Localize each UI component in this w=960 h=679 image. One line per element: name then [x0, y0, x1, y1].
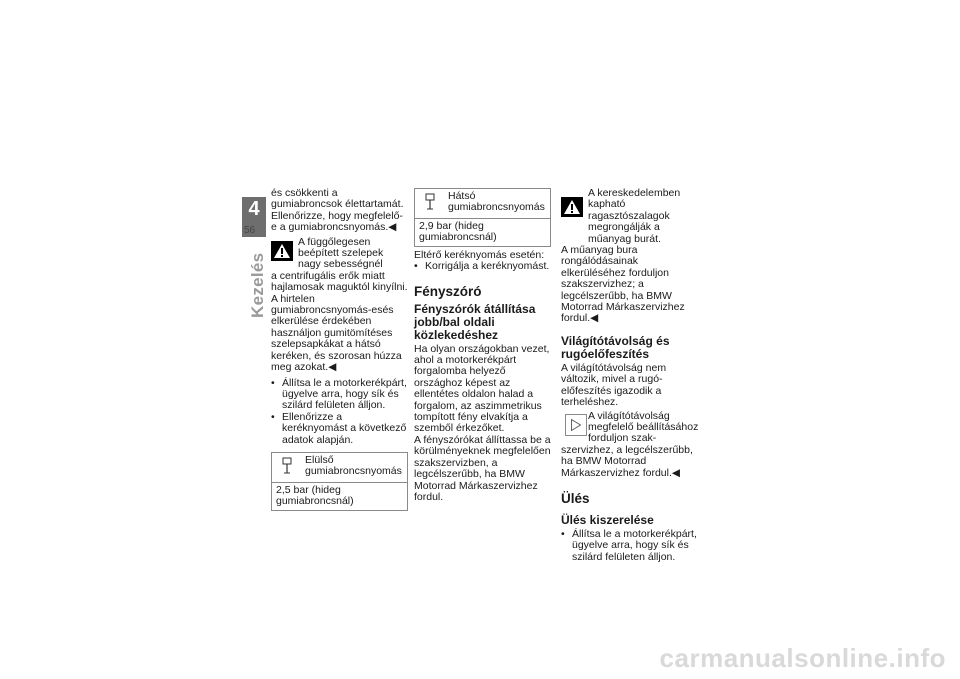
subheading-beam-range: Világítótávolság és rugóelőfeszítés [561, 333, 670, 361]
spec-box-rear [414, 188, 551, 247]
spec-header [272, 453, 407, 483]
spec-header [415, 189, 550, 219]
headlight-para-1: Ha olyan országokban vezet, ahol a motorkerékpárt forgalomba helyező országhoz képest az ellentétes oldalon halad a forgalom, az aszimmetrikus tompított fény elvakítja a szemből érkezőket. [414, 342, 550, 435]
column-1 [271, 188, 408, 511]
bullet-list [271, 378, 408, 446]
heading-seat: Ülés [561, 490, 590, 506]
note-lead: A világítótávolság megfelelő beállításához forduljon szak- [588, 409, 699, 445]
section-title: Kezelés [248, 252, 267, 318]
warning-icon [561, 197, 583, 217]
chapter-number: 4 [248, 198, 260, 220]
tire-pressure-icon [425, 193, 435, 213]
note-rest: szervizhez, a legcélszerűbb, ha BMW Motorrad Márkaszervizhez fordul.◀ [561, 443, 693, 479]
spec-label: Elülső gumiabroncsnyomás [305, 453, 402, 478]
warning-block [271, 237, 408, 294]
column-3 [561, 188, 699, 563]
subheading-seat-removal: Ülés kiszerelése [561, 512, 654, 527]
watermark: carmanualsonline.info [659, 643, 946, 673]
subheading-headlight-adjust: Fényszórók átállítása jobb/bal oldali közlekedéshez [414, 301, 536, 342]
info-triangle-icon [565, 414, 587, 436]
intro-text: és csökkenti a gumiabroncsok élettartamát. [271, 187, 404, 211]
warning-rest: A műanyag bura rongálódásainak elkerüléséhez forduljon szakszervizhez; a legcélszerűbb, ha BMW Motorrad Márkaszervizhez fordul.◀ [561, 244, 685, 325]
warning-more: A hirtelen gumiabroncsnyomás-esés elkerülése érdekében használjon gumitömítéses szelepsapkákat a hátsó keréken, és szorosan húzza meg azokat.◀ [271, 292, 402, 374]
list-item: • Állítsa le a motorkerékpárt, ügyelve arra, hogy sík és szilárd felületen álljon. [561, 529, 699, 563]
list-item: • Korrigálja a keréknyomást. [414, 261, 551, 272]
bullet-list [561, 529, 699, 563]
spec-label: Hátsó gumiabroncsnyomás [448, 190, 545, 214]
list-item: • Ellenőrizze a keréknyomást a következő adatok alapján. [271, 412, 408, 446]
page-number: 56 [244, 225, 256, 236]
warning-block [561, 188, 699, 245]
spec-value: 2,9 bar (hideg gumiabroncsnál) [419, 220, 497, 244]
deviation-text: Eltérő keréknyomás esetén: [414, 248, 545, 261]
list-item: • Állítsa le a motorkerékpárt, ügyelve arra, hogy sík és szilárd felületen álljon. [271, 378, 408, 412]
spec-value: 2,5 bar (hideg gumiabroncsnál) [276, 483, 354, 508]
spec-box-front [271, 452, 408, 511]
heading-headlight: Fényszóró [414, 283, 482, 299]
tire-pressure-icon [282, 457, 292, 477]
warning-icon [271, 241, 293, 261]
bullet-list [414, 261, 551, 272]
warning-lead: A függőlegesen beépített szelepek nagy sebességnél [298, 235, 384, 271]
beam-range-para: A világítótávolság nem változik, mivel a rugó-előfeszítés igazodik a terheléshez. [561, 361, 667, 409]
warning-lead: A kereskedelemben kapható ragasztószalagok megrongálják a műanyag burát. [588, 187, 681, 245]
column-2 [414, 188, 551, 503]
check-text: Ellenőrizze, hogy megfelelő-e a gumiabroncsnyomás.◀ [271, 209, 403, 234]
warning-rest: a centrifugális erők miatt hajlamosak maguktól kinyílni. [271, 269, 408, 294]
note-block [561, 411, 699, 445]
headlight-para-2: A fényszórókat állíttassa be a körülményeknek megfelelően szakszervizben, a legcélszerűbb, ha BMW Motorrad Márkaszervizhez fordul. [414, 433, 551, 503]
